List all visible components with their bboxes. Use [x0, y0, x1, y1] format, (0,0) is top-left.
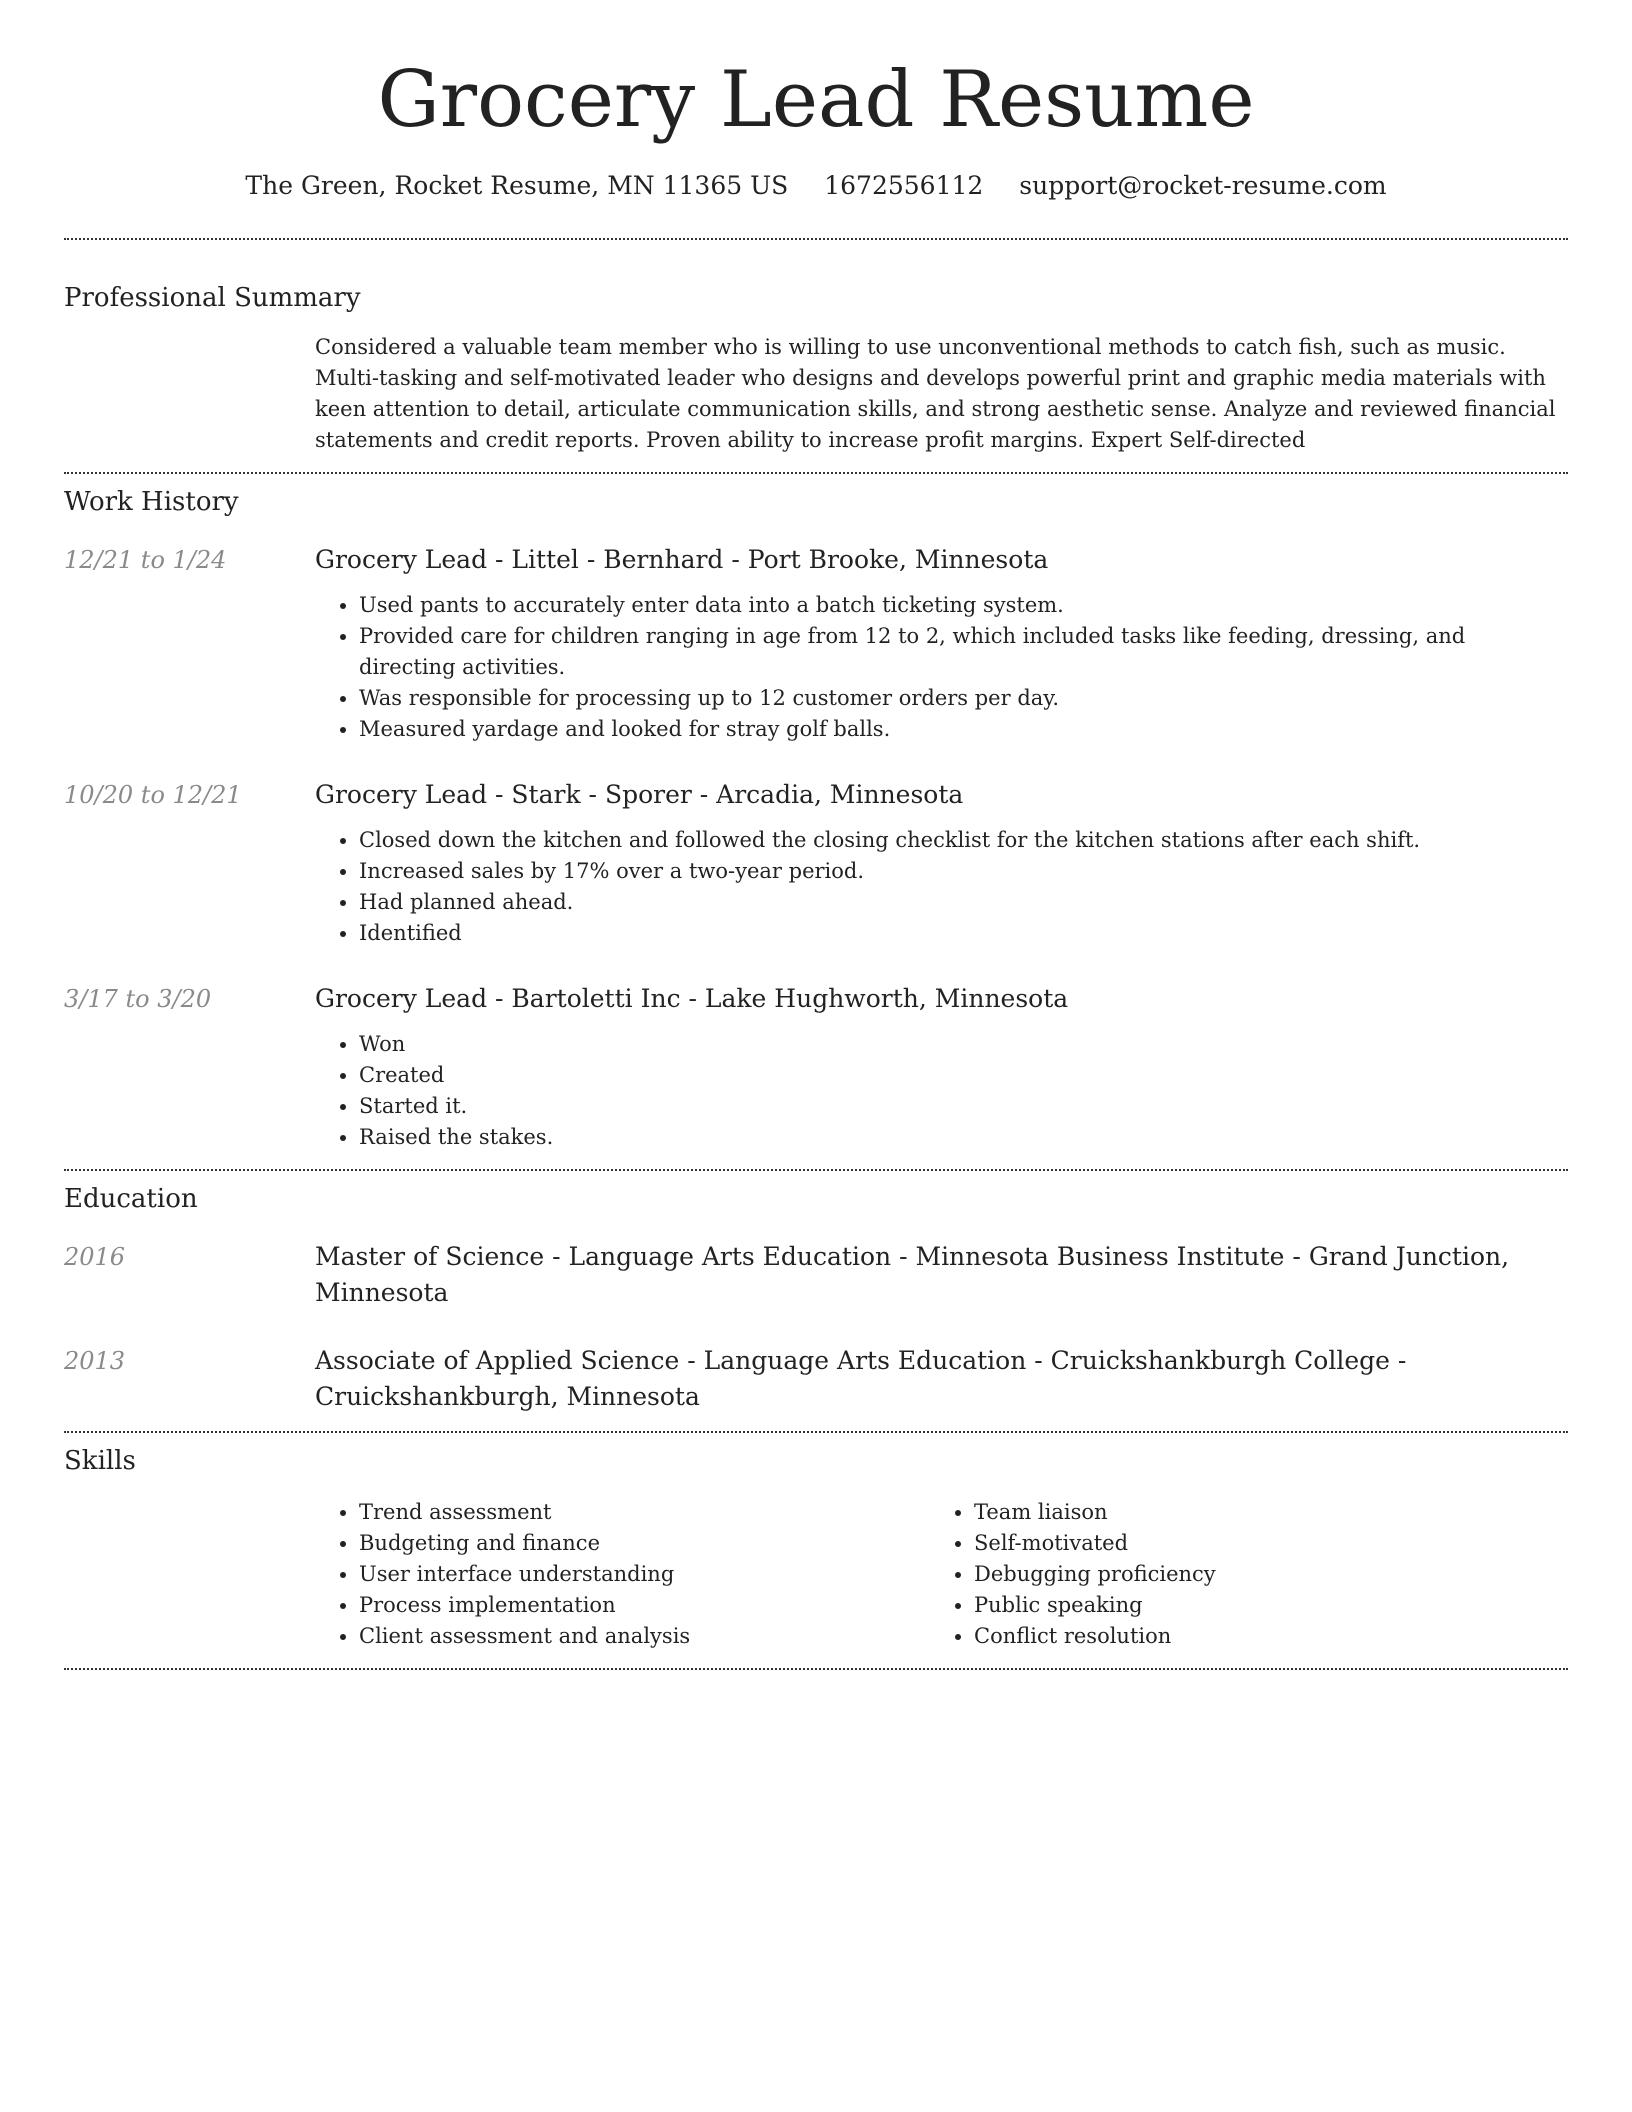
job-bullets — [315, 825, 1568, 949]
education-heading: Education — [64, 1184, 198, 1214]
list-item: • Identified — [359, 918, 1568, 949]
education-date: 2013 — [64, 1347, 126, 1375]
job-entry — [64, 542, 1568, 745]
list-item: • User interface understanding — [359, 1559, 930, 1590]
list-item: • Conflict resolution — [974, 1621, 1545, 1652]
list-item: • Increased sales by 17% over a two-year period. — [359, 856, 1568, 887]
list-item: • Closed down the kitchen and followed the closing checklist for the kitchen stations after each shift. — [359, 825, 1568, 856]
education-title — [315, 1239, 1568, 1311]
list-item: • Used pants to accurately enter data into a batch ticketing system. — [359, 590, 1568, 621]
contact-phone: 1672556112 — [824, 171, 984, 200]
list-item: • Raised the stakes. — [359, 1122, 1568, 1153]
education-title — [315, 1343, 1568, 1415]
job-date: 10/20 to 12/21 — [64, 781, 242, 809]
summary-section — [64, 280, 1568, 456]
divider — [64, 1431, 1568, 1433]
education-section — [64, 1181, 1568, 1415]
divider — [64, 1169, 1568, 1171]
education-degree: Associate of Applied Science - Language Arts Education — [315, 1346, 1027, 1375]
list-item: • Measured yardage and looked for stray golf balls. — [359, 714, 1568, 745]
list-item: • Public speaking — [974, 1590, 1545, 1621]
resume-content — [64, 0, 1568, 1670]
list-item: • Process implementation — [359, 1590, 930, 1621]
list-item: • Provided care for children ranging in age from 12 to 2, which included tasks like feeding, dressing, and directing activities. — [359, 621, 1568, 683]
divider — [64, 472, 1568, 474]
list-item: • Had planned ahead. — [359, 887, 1568, 918]
contact-address: The Green, Rocket Resume, MN 11365 US — [245, 171, 789, 200]
job-date: 12/21 to 1/24 — [64, 546, 227, 574]
job-entry — [64, 777, 1568, 949]
list-item: • Was responsible for processing up to 12 customer orders per day. — [359, 683, 1568, 714]
list-item: • Started it. — [359, 1091, 1568, 1122]
education-degree: Master of Science - Language Arts Education — [315, 1242, 892, 1271]
resume-title: Grocery Lead Resume — [377, 55, 1255, 145]
list-item: • Debugging proficiency — [974, 1559, 1545, 1590]
education-entry — [64, 1343, 1568, 1415]
skills-section — [64, 1443, 1568, 1652]
job-date: 3/17 to 3/20 — [64, 985, 212, 1013]
job-bullets — [315, 1029, 1568, 1153]
divider — [64, 1668, 1568, 1670]
list-item: • Client assessment and analysis — [359, 1621, 930, 1652]
list-item: • Team liaison — [974, 1497, 1545, 1528]
job-entry — [64, 981, 1568, 1153]
list-item: • Trend assessment — [359, 1497, 930, 1528]
education-date: 2016 — [64, 1243, 126, 1271]
job-title: Grocery Lead - Littel - Bernhard - Port Brooke, Minnesota — [315, 545, 1049, 574]
skills-list-right — [930, 1497, 1545, 1652]
skills-heading: Skills — [64, 1446, 136, 1476]
work-history-section — [64, 484, 1568, 1153]
list-item: • Created — [359, 1060, 1568, 1091]
job-bullets — [315, 590, 1568, 745]
education-school: - Cruickshankburgh College - Cruickshankburgh, Minnesota — [315, 1346, 1407, 1411]
education-entry — [64, 1239, 1568, 1311]
education-school: - Minnesota Business Institute - Grand Junction, Minnesota — [315, 1242, 1510, 1307]
list-item: • Budgeting and finance — [359, 1528, 930, 1559]
divider — [64, 238, 1568, 240]
contact-line — [64, 168, 1568, 204]
list-item: • Self-motivated — [974, 1528, 1545, 1559]
job-title: Grocery Lead - Bartoletti Inc - Lake Hughworth, Minnesota — [315, 984, 1069, 1013]
summary-heading: Professional Summary — [64, 283, 361, 313]
work-history-heading: Work History — [64, 487, 239, 517]
summary-text: Considered a valuable team member who is willing to use unconventional methods to catch fish, such as music. Multi-tasking and self-motivated leader who designs and develops powerful print and graphic media materials with keen attention to detail, articulate communication skills, and strong aesthetic sense. Analyze and reviewed financial statements and credit reports. Proven ability to increase profit margins. Expert Self-directed — [315, 335, 1556, 452]
contact-email: support@rocket-resume.com — [1019, 171, 1387, 200]
job-title: Grocery Lead - Stark - Sporer - Arcadia, Minnesota — [315, 780, 964, 809]
skills-list-left — [315, 1497, 930, 1652]
list-item: • Won — [359, 1029, 1568, 1060]
